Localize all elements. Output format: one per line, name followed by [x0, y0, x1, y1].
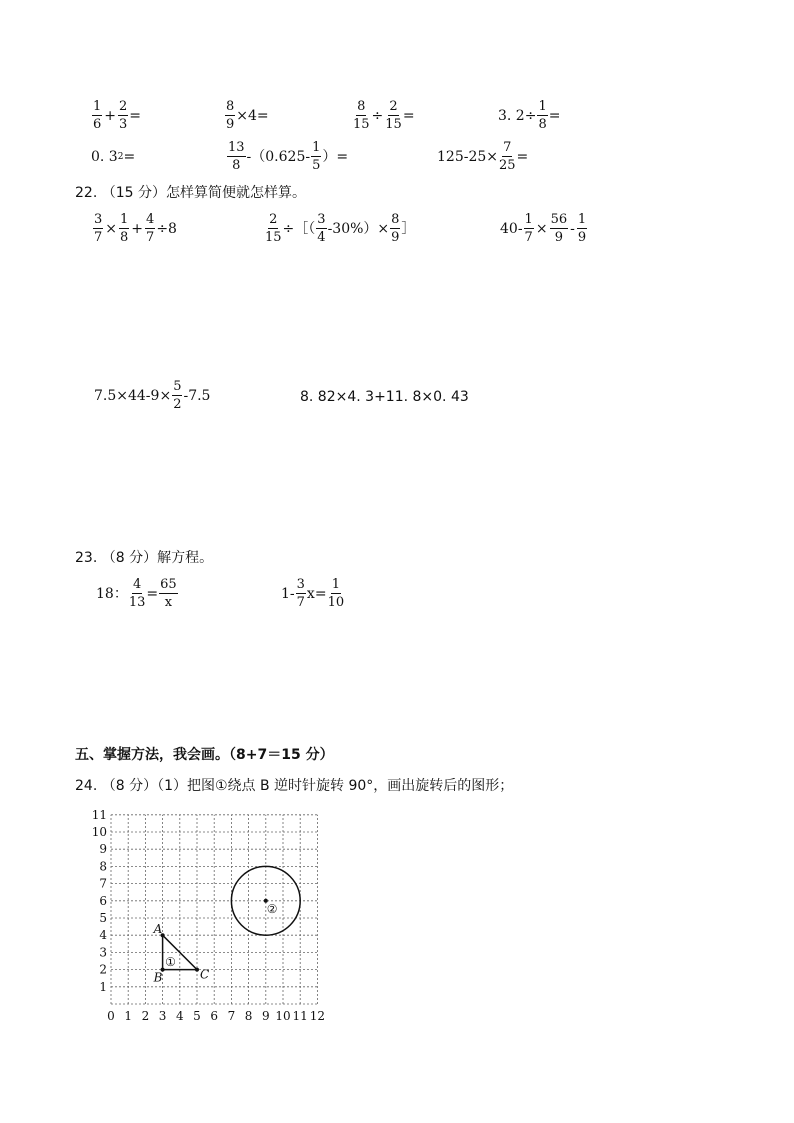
- x-axis-label: 11: [292, 1009, 308, 1023]
- q23-expr-1: [96, 578, 179, 609]
- q22-expr-2: [264, 213, 415, 244]
- y-axis-label: 4: [99, 928, 107, 943]
- x-axis-label: 1: [124, 1009, 133, 1023]
- x-axis-label: 7: [227, 1009, 236, 1023]
- expr-lead: 18：: [96, 585, 128, 602]
- expr-tail: -7.5: [183, 387, 211, 404]
- vertex-point-c: [195, 968, 199, 972]
- x-axis-label: 4: [175, 1009, 184, 1023]
- x-axis-label: 3: [158, 1009, 167, 1023]
- y-axis-label: 8: [99, 859, 107, 874]
- expr-r1-3: [352, 100, 415, 131]
- fraction: $\frac{1}{10}$: [327, 577, 345, 610]
- fraction: $\frac{1}{9}$: [577, 212, 587, 245]
- fraction: $\frac{5}{2}$: [173, 379, 182, 412]
- expr-lead: 40-: [500, 220, 523, 237]
- expr-r1-2: [224, 100, 269, 131]
- operator: +: [131, 220, 144, 237]
- q22-expr-5: 8. 82×4. 3+11. 8×0. 43: [300, 389, 469, 405]
- expr-r2-3: [437, 141, 528, 172]
- equals: =: [146, 585, 159, 602]
- operator: +: [104, 107, 117, 124]
- equals: =: [123, 149, 136, 165]
- q23-heading: 23. （8 分）解方程。: [75, 550, 214, 566]
- expr-mid: ÷［（: [282, 220, 316, 237]
- shape-mark-2: ②: [266, 901, 278, 916]
- fraction: $\frac{4}{7}$: [146, 212, 155, 245]
- expr-r2-2: [226, 141, 348, 172]
- x-axis-label: 12: [309, 1009, 326, 1023]
- expr-tail: ］: [401, 220, 416, 237]
- equals: =: [548, 107, 561, 124]
- expr-lead: 3. 2÷: [498, 107, 537, 124]
- y-axis-label: 7: [99, 876, 107, 891]
- y-axis-label: 5: [99, 911, 107, 925]
- expr-r1-1: [91, 100, 141, 131]
- fraction: $\frac{1}{7}$: [524, 212, 533, 245]
- fraction: $\frac{7}{25}$: [499, 140, 516, 173]
- fraction: $\frac{65}{x}$: [160, 577, 177, 610]
- expr-tail: ×4=: [236, 107, 269, 124]
- fraction: $\frac{4}{13}$: [128, 577, 146, 610]
- equals: =: [129, 107, 142, 124]
- expr-mid: -（0.625-: [246, 148, 311, 165]
- vertex-label-c: C: [200, 967, 210, 982]
- fraction: $\frac{2}{15}$: [265, 212, 282, 245]
- x-axis-label: 0: [107, 1009, 115, 1023]
- fraction: $\frac{3}{7}$: [296, 577, 305, 610]
- equals: =: [516, 148, 529, 165]
- expr-r2-1: [91, 150, 135, 164]
- y-axis-label: 10: [91, 825, 107, 839]
- fraction: $\frac{8}{9}$: [391, 212, 400, 245]
- operator: ÷: [371, 107, 384, 124]
- expr-mid: -30%）×: [327, 220, 390, 237]
- section5-heading: 五、掌握方法，我会画。（8+7＝15 分）: [75, 747, 334, 763]
- fraction: $\frac{1}{6}$: [93, 99, 102, 132]
- expr-tail: ÷8: [156, 220, 177, 237]
- fraction: $\frac{13}{8}$: [228, 140, 245, 173]
- expr-mid: x=: [306, 585, 327, 602]
- fraction: $\frac{3}{7}$: [94, 212, 103, 245]
- y-axis-label: 1: [99, 979, 107, 994]
- fraction: $\frac{1}{8}$: [120, 212, 129, 245]
- expr-r1-4: [498, 100, 560, 131]
- y-axis-label: 6: [99, 893, 107, 908]
- y-axis-label: 2: [99, 962, 107, 977]
- y-axis-label: 3: [99, 945, 107, 960]
- expr-tail: ）=: [322, 148, 349, 165]
- fraction: $\frac{3}{4}$: [317, 212, 326, 245]
- fraction: $\frac{1}{5}$: [312, 140, 321, 173]
- x-axis-label: 9: [261, 1009, 270, 1023]
- equals: =: [402, 107, 415, 124]
- q22-heading: 22. （15 分）怎样算简便就怎样算。: [75, 185, 306, 201]
- expr-lead: 125-25×: [437, 148, 498, 165]
- q22-expr-4: [94, 380, 210, 411]
- x-axis-label: 6: [210, 1009, 219, 1023]
- q22-expr-3: [500, 213, 588, 244]
- expr-lead: 1-: [281, 585, 295, 602]
- fraction: $\frac{8}{9}$: [226, 99, 235, 132]
- vertex-label-a: A: [153, 922, 163, 937]
- x-axis-label: 10: [275, 1009, 291, 1023]
- x-axis-label: 5: [193, 1009, 201, 1023]
- vertex-label-b: B: [153, 970, 163, 985]
- q24-heading: 24. （8 分）（1）把图①绕点 B 逆时针旋转 90°，画出旋转后的图形；: [75, 778, 514, 794]
- x-axis-label: 8: [244, 1009, 253, 1023]
- fraction: $\frac{8}{15}$: [353, 99, 370, 132]
- fraction: $\frac{2}{3}$: [119, 99, 128, 132]
- expr-base: 0. 3: [91, 149, 118, 165]
- fraction: $\frac{2}{15}$: [385, 99, 402, 132]
- shape-mark-1: ①: [165, 955, 176, 970]
- fraction: $\frac{1}{8}$: [538, 99, 547, 132]
- coordinate-grid: [90, 806, 335, 1028]
- q23-expr-2: [281, 578, 345, 609]
- exponent: 2: [117, 151, 124, 162]
- fraction: $\frac{56}{9}$: [550, 212, 568, 245]
- q22-expr-1: [92, 213, 177, 244]
- x-axis-label: 2: [141, 1009, 150, 1023]
- expr-lead: 7.5×44-9×: [94, 387, 172, 404]
- operator: -: [570, 220, 575, 237]
- operator: ×: [535, 220, 548, 237]
- operator: ×: [105, 220, 118, 237]
- y-axis-label: 11: [91, 807, 107, 822]
- y-axis-label: 9: [99, 842, 107, 857]
